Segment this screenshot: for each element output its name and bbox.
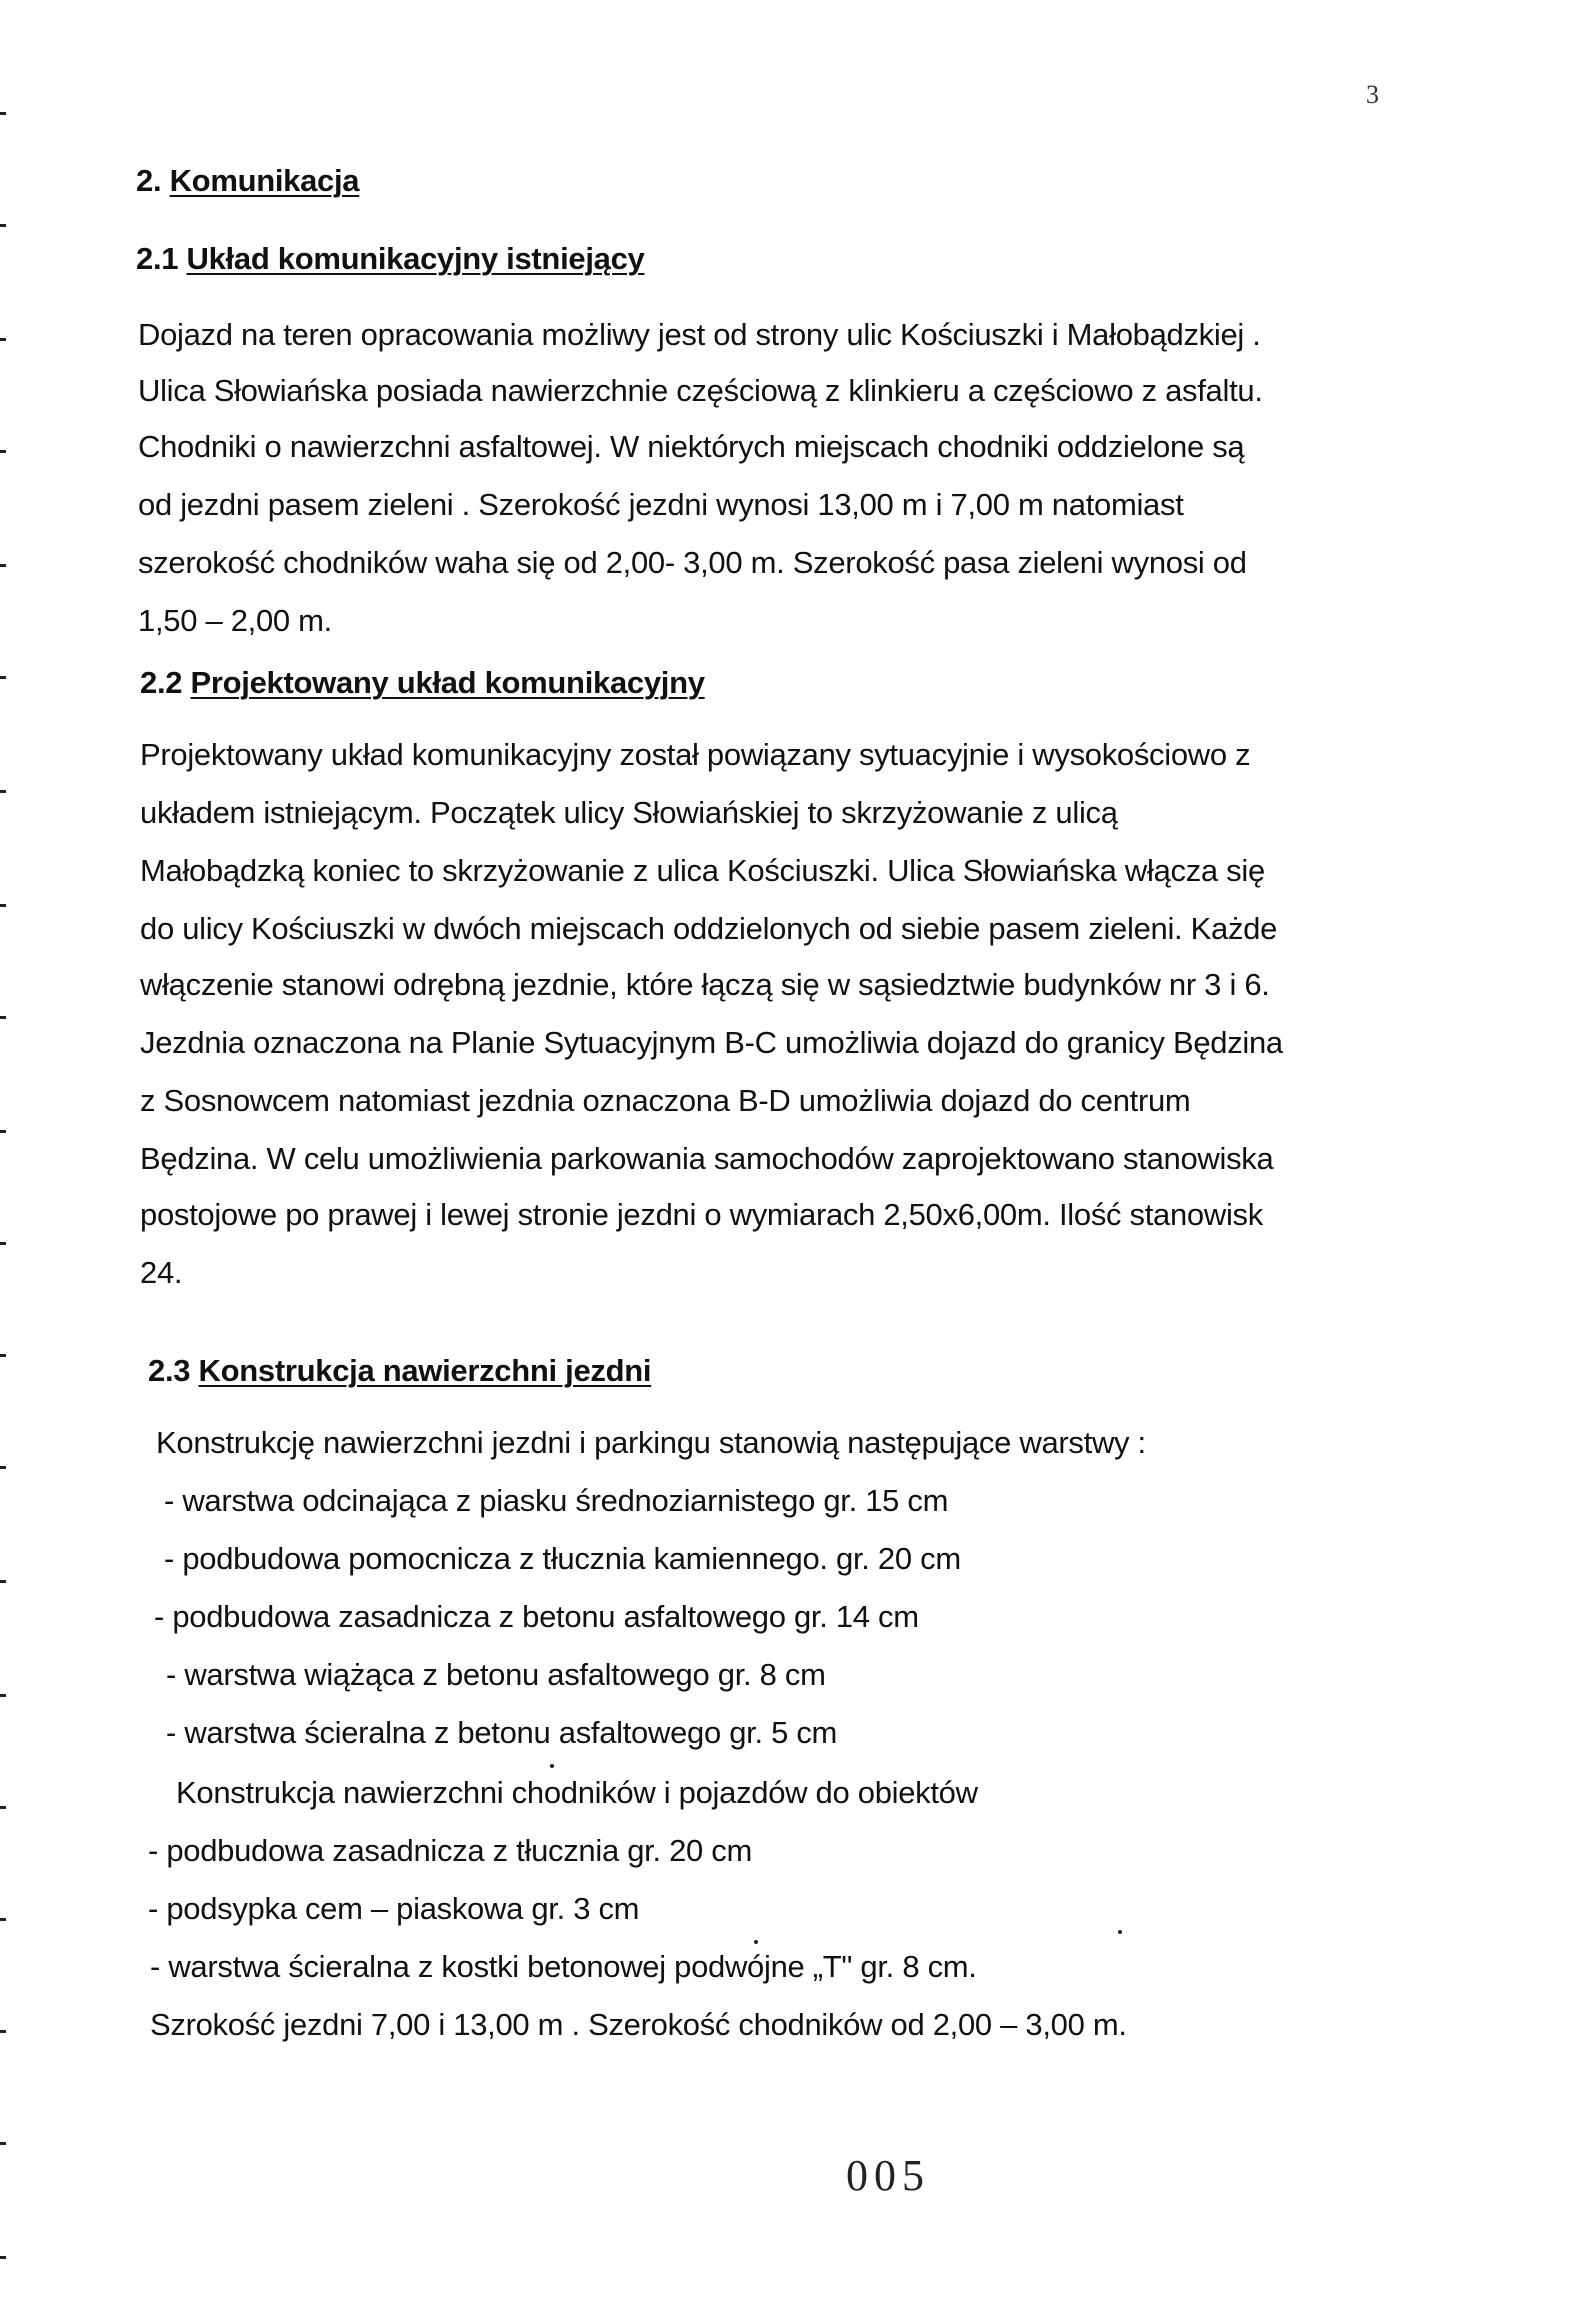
heading-title: Konstrukcja nawierzchni jezdni bbox=[198, 1353, 652, 1388]
list-item: - warstwa wiążąca z betonu asfaltowego gr. 8 cm bbox=[166, 1657, 826, 1692]
scan-dot bbox=[550, 1764, 554, 1768]
heading-section-2-1 bbox=[136, 240, 644, 278]
scan-mark bbox=[0, 112, 6, 115]
list-item: - podbudowa pomocnicza z tłucznia kamiennego. gr. 20 cm bbox=[164, 1541, 961, 1576]
scan-mark bbox=[0, 2256, 6, 2259]
scan-mark bbox=[0, 904, 6, 907]
heading-number: 2.1 bbox=[136, 241, 179, 276]
list-item: - podbudowa zasadnicza z betonu asfaltowego gr. 14 cm bbox=[154, 1599, 919, 1634]
page-number: 3 bbox=[1366, 80, 1379, 109]
paragraph-line: 24. bbox=[140, 1255, 183, 1290]
paragraph-line: Konstrukcję nawierzchni jezdni i parkingu stanowią następujące warstwy : bbox=[156, 1425, 1146, 1460]
list-item: - warstwa odcinająca z piasku średnoziarnistego gr. 15 cm bbox=[164, 1483, 949, 1518]
list-item: - podsypka cem – piaskowa gr. 3 cm bbox=[148, 1891, 640, 1926]
paragraph-line: z Sosnowcem natomiast jezdnia oznaczona B-D umożliwia dojazd do centrum bbox=[140, 1083, 1191, 1118]
scan-mark bbox=[0, 1806, 6, 1809]
paragraph-line: Będzina. W celu umożliwienia parkowania samochodów zaprojektowano stanowiska bbox=[140, 1141, 1274, 1176]
paragraph-line: do ulicy Kościuszki w dwóch miejscach oddzielonych od siebie pasem zieleni. Każde bbox=[140, 911, 1278, 946]
scan-mark bbox=[0, 1242, 6, 1245]
paragraph-line: Szrokość jezdni 7,00 i 13,00 m . Szerokość chodników od 2,00 – 3,00 m. bbox=[150, 2007, 1127, 2042]
scan-mark bbox=[0, 338, 6, 341]
paragraph-line: Chodniki o nawierzchni asfaltowej. W niektórych miejscach chodniki oddzielone są bbox=[138, 429, 1245, 464]
scan-dot bbox=[754, 1940, 758, 1944]
paragraph-line: Jezdnia oznaczona na Planie Sytuacyjnym B-C umożliwia dojazd do granicy Będzina bbox=[140, 1025, 1283, 1060]
scan-mark bbox=[0, 450, 6, 453]
heading-number: 2.2 bbox=[140, 665, 183, 700]
paragraph-line: postojowe po prawej i lewej stronie jezdni o wymiarach 2,50x6,00m. Ilość stanowisk bbox=[140, 1197, 1263, 1232]
scan-mark bbox=[0, 1694, 6, 1697]
heading-title: Projektowany układ komunikacyjny bbox=[190, 665, 705, 700]
scan-mark bbox=[0, 1918, 6, 1921]
scan-mark bbox=[0, 1130, 6, 1133]
paragraph-line: 1,50 – 2,00 m. bbox=[138, 603, 332, 638]
scan-mark bbox=[0, 1466, 6, 1469]
paragraph-line: włączenie stanowi odrębną jezdnie, które łączą się w sąsiedztwie budynków nr 3 i 6. bbox=[140, 967, 1270, 1002]
heading-number: 2.3 bbox=[148, 1353, 191, 1388]
paragraph-line: od jezdni pasem zieleni . Szerokość jezdni wynosi 13,00 m i 7,00 m natomiast bbox=[138, 487, 1184, 522]
paragraph-line: Ulica Słowiańska posiada nawierzchnie częściową z klinkieru a częściowo z asfaltu. bbox=[138, 373, 1263, 408]
heading-number: 2. bbox=[136, 163, 162, 198]
paragraph-line: układem istniejącym. Początek ulicy Słowiańskiej to skrzyżowanie z ulicą bbox=[140, 795, 1118, 830]
heading-section-2-2 bbox=[140, 664, 705, 702]
scan-mark bbox=[0, 564, 6, 567]
heading-title: Układ komunikacyjny istniejący bbox=[186, 241, 645, 276]
scan-mark bbox=[0, 1354, 6, 1357]
scan-mark bbox=[0, 2030, 6, 2033]
document-stamp-number: 005 bbox=[846, 2151, 930, 2200]
scan-mark bbox=[0, 2142, 6, 2145]
heading-section-2 bbox=[136, 162, 359, 200]
list-item: - warstwa ścieralna z betonu asfaltowego gr. 5 cm bbox=[166, 1715, 838, 1750]
heading-title: Komunikacja bbox=[169, 163, 360, 198]
paragraph-line: Konstrukcja nawierzchni chodników i pojazdów do obiektów bbox=[176, 1775, 978, 1810]
scan-mark bbox=[0, 790, 6, 793]
scan-mark bbox=[0, 224, 6, 227]
scan-mark bbox=[0, 676, 6, 679]
paragraph-line: szerokość chodników waha się od 2,00- 3,00 m. Szerokość pasa zieleni wynosi od bbox=[138, 545, 1247, 580]
paragraph-line: Projektowany układ komunikacyjny został powiązany sytuacyjnie i wysokościowo z bbox=[140, 737, 1251, 772]
heading-section-2-3 bbox=[148, 1352, 651, 1390]
scan-dot bbox=[1118, 1930, 1122, 1934]
scan-mark bbox=[0, 1016, 6, 1019]
list-item: - podbudowa zasadnicza z tłucznia gr. 20 cm bbox=[148, 1833, 752, 1868]
paragraph-line: Dojazd na teren opracowania możliwy jest od strony ulic Kościuszki i Małobądzkiej . bbox=[138, 317, 1261, 352]
list-item: - warstwa ścieralna z kostki betonowej podwójne „T" gr. 8 cm. bbox=[150, 1949, 977, 1984]
paragraph-line: Małobądzką koniec to skrzyżowanie z ulica Kościuszki. Ulica Słowiańska włącza się bbox=[140, 853, 1265, 888]
scan-mark bbox=[0, 1580, 6, 1583]
